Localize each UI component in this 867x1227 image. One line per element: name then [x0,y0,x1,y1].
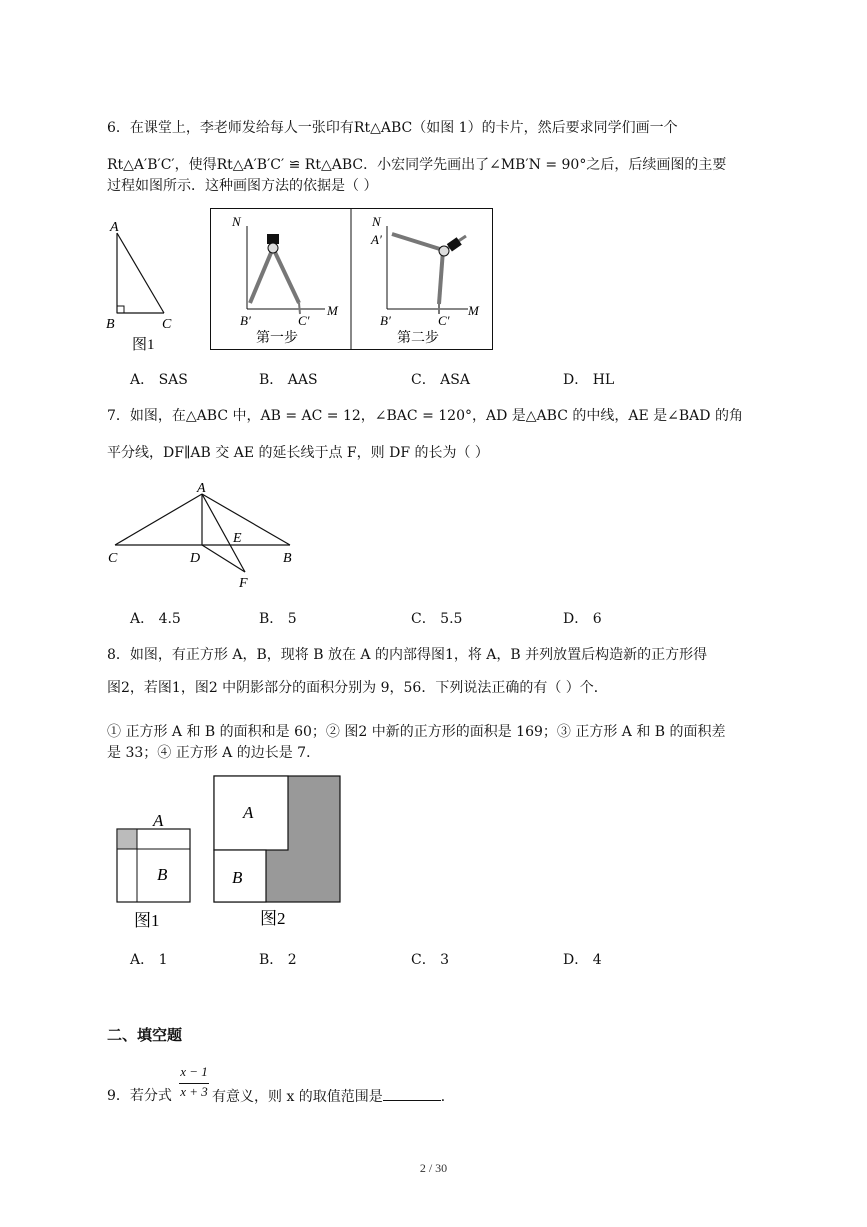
q8-figure-2 [208,770,348,930]
q8-line1: 8．如图，有正方形 A，B，现将 B 放在 A 的内部得图1，将 A，B 并列放置后构造新的正方形得 [107,647,708,663]
q9-answer-blank[interactable] [383,1086,441,1101]
q9-numerator: x − 1 [180,1064,208,1079]
q8-option-d: D． 4 [563,952,602,968]
section-title-fill-blank: 二、填空题 [107,1026,183,1044]
q8-option-c: C． 3 [411,952,450,968]
page-number: 2 / 30 [419,1161,448,1175]
q8-fig1-label-b: B [157,865,168,884]
q6-line1: 6．在课堂上，李老师发给每人一张印有Rt△ABC（如图 1）的卡片，然后要求同学们画一个 [107,120,678,136]
q8-line4: 是 33；④ 正方形 A 的边长是 7． [107,745,321,761]
q7-label-e: E [233,531,242,546]
q8-figure-1 [108,808,198,933]
q7-line1: 7．如图，在△ABC 中，AB = AC = 12，∠BAC = 120°，AD 是△ABC 的中线，AE 是∠BAD 的角 [107,408,743,424]
fig1-caption: 图1 [132,337,155,353]
q7-option-a: A． 4.5 [130,611,181,627]
q6-line3: 过程如图所示．这种画图方法的依据是（ ） [107,178,378,194]
q7-figure [100,478,305,593]
q7-option-b: B． 5 [259,611,297,627]
q6-steps-figure [210,208,495,352]
step2-label-a: A′ [371,232,382,247]
q6-option-a: A． SAS [130,372,188,388]
step1-label-n: N [232,214,241,229]
q7-label-f: F [239,576,248,591]
q7-option-c: C． 5.5 [411,611,463,627]
step1-label-m: M [327,303,338,318]
q6-option-c: C． ASA [411,372,470,388]
q9-prefix: 9．若分式 [107,1088,172,1104]
q9-body: 有意义，则 x 的取值范围是 ． [212,1086,455,1107]
q8-option-b: B． 2 [259,952,297,968]
q8-fig2-label-b: B [232,868,243,887]
step2-label-c: C′ [438,313,450,328]
q7-label-b: B [283,551,292,566]
step2-caption: 第二步 [397,331,439,346]
step1-label-c: C′ [298,313,310,328]
q8-option-a: A． 1 [130,952,168,968]
step2-label-m: M [468,303,479,318]
fig1-label-c: C [162,317,172,332]
q6-option-b: B． AAS [259,372,318,388]
q6-line2: Rt△A′B′C′，使得Rt△A′B′C′ ≌ Rt△ABC．小宏同学先画出了∠MB′N = 90°之后，后续画图的主要 [107,157,727,173]
q8-fig1-label-a: A [153,811,164,830]
q9-denominator: x + 3 [180,1084,208,1099]
q8-fig2-caption: 图2 [260,909,286,928]
q8-line2: 图2，若图1，图2 中阴影部分的面积分别为 9，56．下列说法正确的有（ ）个． [107,680,608,696]
q6-figure-1 [100,215,195,355]
q7-label-c: C [108,551,118,566]
q8-line3: ① 正方形 A 和 B 的面积和是 60；② 图2 中新的正方形的面积是 169；③ 正方形 A 和 B 的面积差 [107,724,726,740]
step2-label-n: N [372,214,381,229]
q6-option-d: D． HL [563,372,615,388]
q7-label-a: A [197,481,206,496]
step1-label-b: B′ [240,313,251,328]
step1-caption: 第一步 [256,331,298,346]
q7-line2: 平分线，DF∥AB 交 AE 的延长线于点 F，则 DF 的长为（ ） [107,445,489,461]
q7-option-d: D． 6 [563,611,602,627]
fig1-label-a: A [110,220,119,235]
q7-label-d: D [190,551,201,566]
q8-fig1-caption: 图1 [134,911,160,930]
step2-label-b: B′ [380,313,391,328]
fig1-label-b: B [106,317,115,332]
q8-fig2-label-a: A [243,803,254,822]
